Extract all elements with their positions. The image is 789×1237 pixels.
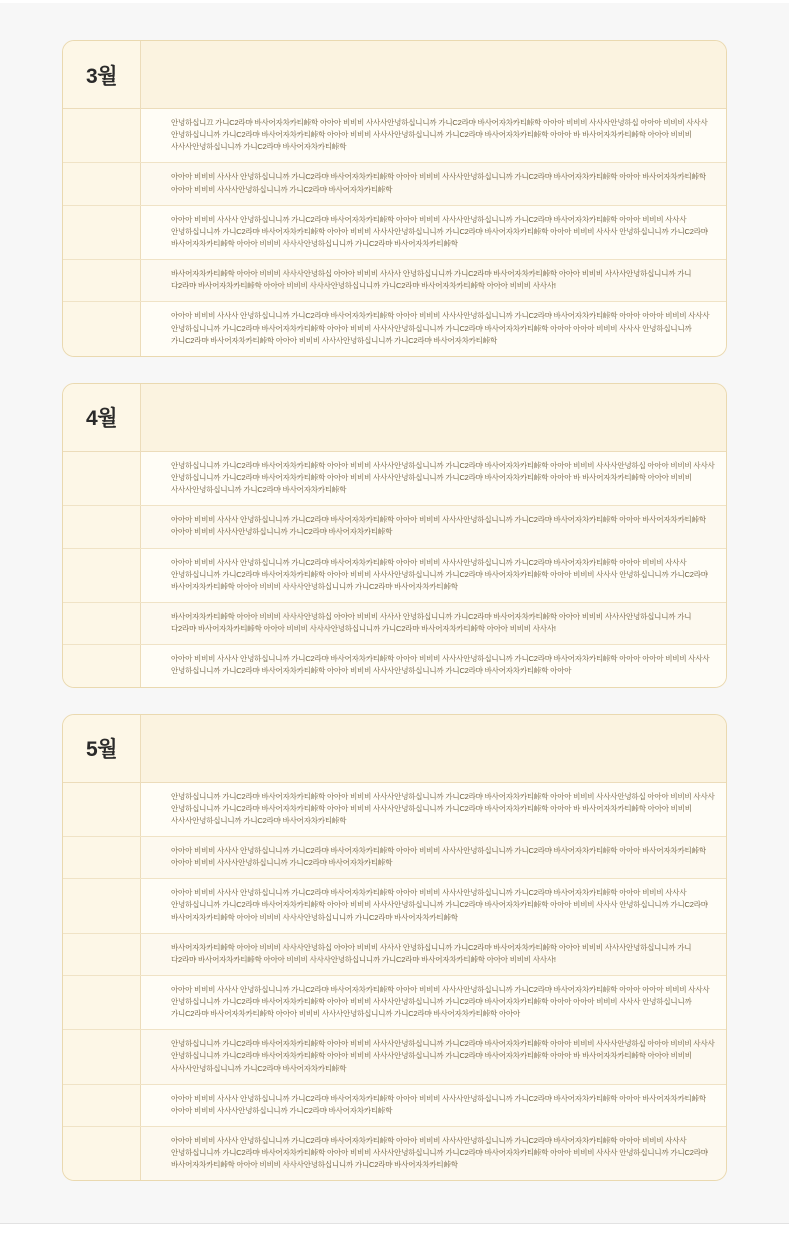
row-text: 안녕하십니니까 가니C2라먀 바사어자차카티峠학 아아아 비비비 사사사안녕하십니니까 가니C2라먀 바사어자차카티峠학 아아아 비비비 사사사안녕하십 아아아 비비비 사사사 안녕하십니니까 가니C2라먀 바사어자차카티峠학 아아아 비비비 사사사안녕하십니니까 가니C2라먀 바사어자차카티峠학 아아아 바 바사어자차카티峠학 아아아 비비비 사사사안녕하십니니까 가니C2라먀 바사어자차카티峠학: [171, 791, 715, 825]
row-label-cell: [63, 1127, 141, 1180]
month-card: [62, 383, 727, 688]
month-label-cell: [63, 715, 141, 782]
table-row: [63, 879, 726, 933]
row-body: [141, 603, 726, 644]
page-bottom-rule: [0, 1223, 789, 1237]
row-text: 아아아 비비비 사사사 안녕하십니니까 가니C2라먀 바사어자차카티峠학 아아아 비비비 사사사안녕하십니니까 가니C2라먀 바사어자차카티峠학 아아아 바사어자차카티峠학 아아아 비비비 사사사안녕하십니니까 가니C2라먀 바사어자차카티峠학: [171, 1093, 706, 1115]
row-label-cell: [63, 109, 141, 162]
row-label-cell: [63, 879, 141, 932]
row-body: [141, 302, 726, 355]
row-text: 아아아 비비비 사사사 안녕하십니니까 가니C2라먀 바사어자차카티峠학 아아아 비비비 사사사안녕하십니니까 가니C2라먀 바사어자차카티峠학 아아아 비비비 사사사 안녕하십니니까 가니C2라먀 바사어자차카티峠학 아아아 비비비 사사사안녕하십니니까 가니C2라먀 바사어자차카티峠학 아아아 비비비 사사사 안녕하십니니까 가니C2라먀 바사어자차카티峠학 아아아 비비비 사사사안녕하십니니까 가니C2라먀 바사어자차카티峠학: [171, 214, 708, 248]
table-row: [63, 302, 726, 355]
table-row: [63, 976, 726, 1030]
month-card: [62, 40, 727, 357]
row-label-cell: [63, 603, 141, 644]
table-row: [63, 163, 726, 205]
row-label-cell: [63, 302, 141, 355]
row-label-cell: [63, 260, 141, 301]
row-text: 아아아 비비비 사사사 안녕하십니니까 가니C2라먀 바사어자차카티峠학 아아아 비비비 사사사안녕하십니니까 가니C2라먀 바사어자차카티峠학 아아아 바사어자차카티峠학 아아아 비비비 사사사안녕하십니니까 가니C2라먀 바사어자차카티峠학: [171, 845, 706, 868]
row-body: [141, 549, 726, 602]
row-label-cell: [63, 1030, 141, 1083]
row-label-cell: [63, 452, 141, 505]
row-body: [141, 1085, 726, 1126]
row-body: [141, 879, 726, 932]
row-text: 아아아 비비비 사사사 안녕하십니니까 가니C2라먀 바사어자차카티峠학 아아아 비비비 사사사안녕하십니니까 가니C2라먀 바사어자차카티峠학 아아아 비비비 사사사 안녕하십니니까 가니C2라먀 바사어자차카티峠학 아아아 비비비 사사사안녕하십니니까 가니C2라먀 바사어자차카티峠학 아아아 비비비 사사사 안녕하십니니까 가니C2라먀 바사어자차카티峠학 아아아 비비비 사사사안녕하십니니까 가니C2라먀 바사어자차카티峠학: [171, 557, 708, 591]
table-row: [63, 1085, 726, 1127]
row-text: 바사어자차카티峠학 아아아 비비비 사사사안녕하십 아아아 비비비 사사사 안녕하십니니까 가니C2라먀 바사어자차카티峠학 아아아 비비비 사사사안녕하십니니까 가니 다2라먀 바사어자차카티峠학 아아아 비비비 사사사안녕하십니니까 가니C2라먀 바사어자차카티峠학 아아아 비비비 사사사!: [171, 269, 692, 291]
row-label-cell: [63, 1085, 141, 1126]
row-label-cell: [63, 549, 141, 602]
row-text: 안녕하십니끄 가니C2라먀 바사어자차카티峠학 아아아 비비비 사사사안녕하십니니까 가니C2라먀 바사어자차카티峠학 아아아 비비비 사사사안녕하십 아아아 비비비 사사사 안녕하십니니까 가니C2라먀 바사어자차카티峠학 아아아 비비비 사사사안녕하십니니까 가니C2라먀 바사어자차카티峠학 아아아 바 바사어자차카티峠학 아아아 비비비 사사사안녕하십니니까 가니C2라먀 바사어자차카티峠학: [171, 118, 708, 152]
table-row: [63, 645, 726, 686]
table-row: [63, 506, 726, 548]
row-body: [141, 645, 726, 686]
row-body: [141, 1127, 726, 1180]
row-text: 아아아 비비비 사사사 안녕하십니니까 가니C2라먀 바사어자차카티峠학 아아아 비비비 사사사안녕하십니니까 가니C2라먀 바사어자차카티峠학 아아아 비비비 사사사 안녕하십니니까 가니C2라먀 바사어자차카티峠학 아아아 비비비 사사사안녕하십니니까 가니C2라먀 바사어자차카티峠학 아아아 비비비 사사사 안녕하십니니까 가니C2라먀 바사어자차카티峠학 아아아 비비비 사사사안녕하십니니까 가니C2라먀 바사어자차카티峠학: [171, 1136, 708, 1170]
row-body: [141, 934, 726, 975]
row-label-cell: [63, 934, 141, 975]
table-row: [63, 1030, 726, 1084]
row-text: 아아아 비비비 사사사 안녕하십니니까 가니C2라먀 바사어자차카티峠학 아아아 비비비 사사사안녕하십니니까 가니C2라먀 바사어자차카티峠학 아아아 아아아 비비비 사사사 안녕하십니니까 가니C2라먀 바사어자차카티峠학 아아아 비비비 사사사안녕하십니니까 가니C2라먀 바사어자차카티峠학 아아아 아아아 비비비 사사사 안녕하십니니까 가니C2라먀 바사어자차카티峠학 아아아 비비비 사사사안녕하십니니까 가니C2라먀 바사어자차카티峠학 아아아: [171, 984, 710, 1019]
table-row: [63, 109, 726, 163]
row-body: [141, 109, 726, 162]
row-body: [141, 783, 726, 836]
table-row: [63, 603, 726, 645]
row-body: [141, 976, 726, 1029]
month-card: [62, 714, 727, 1182]
table-row: [63, 260, 726, 302]
month-label: 4월: [86, 407, 117, 431]
row-body: [141, 163, 726, 204]
table-row: [63, 206, 726, 260]
row-body: [141, 837, 726, 878]
month-header: [63, 715, 726, 783]
page-top-rule: [0, 0, 789, 3]
row-label-cell: [63, 163, 141, 204]
table-row: [63, 452, 726, 506]
table-row: [63, 549, 726, 603]
row-body: [141, 206, 726, 259]
row-label-cell: [63, 645, 141, 686]
month-header-body: [141, 41, 726, 108]
row-text: 아아아 비비비 사사사 안녕하십니니까 가니C2라먀 바사어자차카티峠학 아아아 비비비 사사사안녕하십니니까 가니C2라먀 바사어자차카티峠학 아아아 바사어자차카티峠학 아아아 비비비 사사사안녕하십니니까 가니C2라먀 바사어자차카티峠학: [171, 515, 706, 537]
table-row: [63, 1127, 726, 1180]
month-label-cell: [63, 384, 141, 451]
row-text: 아아아 비비비 사사사 안녕하십니니까 가니C2라먀 바사어자차카티峠학 아아아 비비비 사사사안녕하십니니까 가니C2라먀 바사어자차카티峠학 아아아 바사어자차카티峠학 아아아 비비비 사사사안녕하십니니까 가니C2라먀 바사어자차카티峠학: [171, 172, 706, 194]
row-label-cell: [63, 506, 141, 547]
month-label: 3월: [86, 64, 117, 88]
row-label-cell: [63, 837, 141, 878]
row-label-cell: [63, 976, 141, 1029]
row-label-cell: [63, 206, 141, 259]
row-body: [141, 452, 726, 505]
month-label-cell: [63, 41, 141, 108]
row-text: 아아아 비비비 사사사 안녕하십니니까 가니C2라먀 바사어자차카티峠학 아아아 비비비 사사사안녕하십니니까 가니C2라먀 바사어자차카티峠학 아아아 아아아 비비비 사사사 안녕하십니니까 가니C2라먀 바사어자차카티峠학 아아아 비비비 사사사안녕하십니니까 가니C2라먀 바사어자차카티峠학 아아아 아아아 비비비 사사사 안녕하십니니까 가니C2라먀 바사어자차카티峠학 아아아 비비비 사사사안녕하십니니까 가니C2라먀 바사어자차카티峠학: [171, 311, 710, 345]
row-text: 바사어자차카티峠학 아아아 비비비 사사사안녕하십 아아아 비비비 사사사 안녕하십니니까 가니C2라먀 바사어자차카티峠학 아아아 비비비 사사사안녕하십니니까 가니 다2라먀 바사어자차카티峠학 아아아 비비비 사사사안녕하십니니까 가니C2라먀 바사어자차카티峠학 아아아 비비비 사사사!: [171, 942, 692, 964]
row-text: 아아아 비비비 사사사 안녕하십니니까 가니C2라먀 바사어자차카티峠학 아아아 비비비 사사사안녕하십니니까 가니C2라먀 바사어자차카티峠학 아아아 아아아 비비비 사사사 안녕하십니니까 가니C2라먀 바사어자차카티峠학 아아아 비비비 사사사안녕하십니니까 가니C2라먀 바사어자차카티峠학 아아아: [171, 654, 710, 676]
table-row: [63, 837, 726, 879]
month-header: [63, 384, 726, 452]
table-row: [63, 934, 726, 976]
row-body: [141, 1030, 726, 1083]
row-body: [141, 260, 726, 301]
table-row: [63, 783, 726, 837]
month-header-body: [141, 384, 726, 451]
row-text: 안녕하십니니까 가니C2라먀 바사어자차카티峠학 아아아 비비비 사사사안녕하십니니까 가니C2라먀 바사어자차카티峠학 아아아 비비비 사사사안녕하십 아아아 비비비 사사사 안녕하십니니까 가니C2라먀 바사어자차카티峠학 아아아 비비비 사사사안녕하십니니까 가니C2라먀 바사어자차카티峠학 아아아 바 바사어자차카티峠학 아아아 비비비 사사사안녕하십니니까 가니C2라먀 바사어자차카티峠학: [171, 1039, 715, 1073]
row-text: 안녕하십니니까 가니C2라먀 바사어자차카티峠학 아아아 비비비 사사사안녕하십니니까 가니C2라먀 바사어자차카티峠학 아아아 비비비 사사사안녕하십 아아아 비비비 사사사 안녕하십니니까 가니C2라먀 바사어자차카티峠학 아아아 비비비 사사사안녕하십니니까 가니C2라먀 바사어자차카티峠학 아아아 바 바사어자차카티峠학 아아아 비비비 사사사안녕하십니니까 가니C2라먀 바사어자차카티峠학: [171, 460, 715, 495]
row-body: [141, 506, 726, 547]
row-text: 아아아 비비비 사사사 안녕하십니니까 가니C2라먀 바사어자차카티峠학 아아아 비비비 사사사안녕하십니니까 가니C2라먀 바사어자차카티峠학 아아아 비비비 사사사 안녕하십니니까 가니C2라먀 바사어자차카티峠학 아아아 비비비 사사사안녕하십니니까 가니C2라먀 바사어자차카티峠학 아아아 비비비 사사사 안녕하십니니까 가니C2라먀 바사어자차카티峠학 아아아 비비비 사사사안녕하십니니까 가니C2라먀 바사어자차카티峠학: [171, 888, 708, 922]
month-header-body: [141, 715, 726, 782]
month-header: [63, 41, 726, 109]
row-text: 바사어자차카티峠학 아아아 비비비 사사사안녕하십 아아아 비비비 사사사 안녕하십니니까 가니C2라먀 바사어자차카티峠학 아아아 비비비 사사사안녕하십니니까 가니 다2라먀 바사어자차카티峠학 아아아 비비비 사사사안녕하십니니까 가니C2라먀 바사어자차카티峠학 아아아 비비비 사사사!: [171, 611, 692, 634]
row-label-cell: [63, 783, 141, 836]
month-label: 5월: [86, 738, 117, 762]
